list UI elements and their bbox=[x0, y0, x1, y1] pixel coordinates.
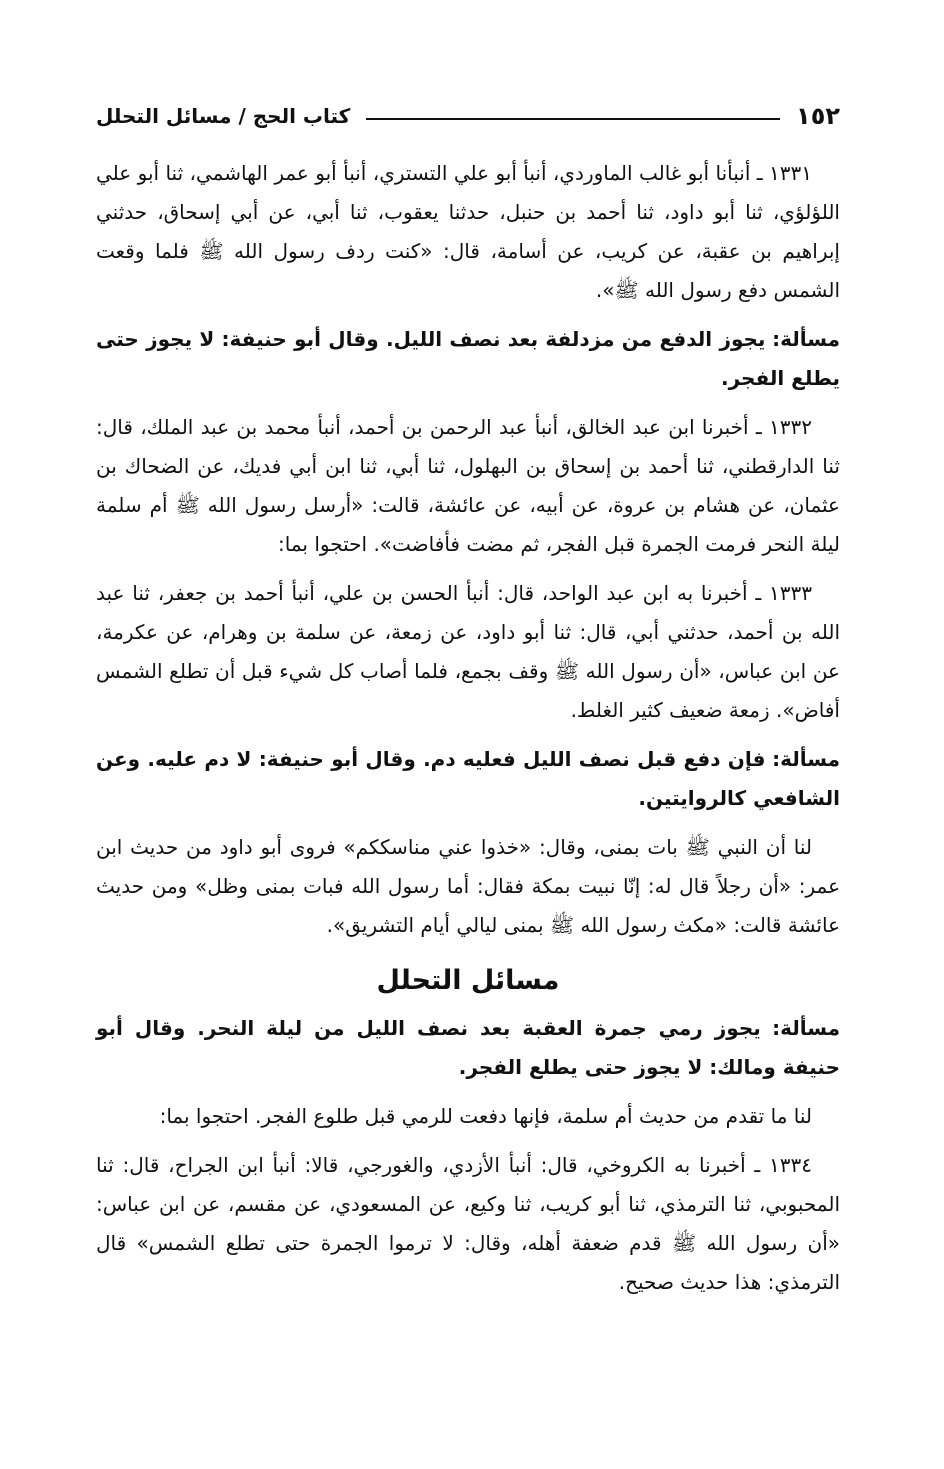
masala-text: يجوز الدفع من مزدلفة بعد نصف الليل. وقال أبو حنيفة: لا يجوز حتى يطلع الفجر. bbox=[96, 327, 840, 390]
masala-2 bbox=[96, 740, 840, 818]
argument-paragraph-1: لنا أن النبي ﷺ بات بمنى، وقال: «خذوا عني مناسككم» فروى أبو داود من حديث ابن عمر: «أن رجلاً قال له: إنّا نبيت بمكة فقال: أما رسول الله فبات بمنى وظل» ومن حديث عائشة قالت: «مكث رسول الله ﷺ بمنى ليالي أيام التشريق». bbox=[96, 835, 840, 937]
hadith-1334: ١٣٣٤ ـ أخبرنا به الكروخي، قال: أنبأ الأزدي، والغورجي، قالا: أنبأ ابن الجراح، قال: ثنا المحبوبي، ثنا الترمذي، ثنا أبو كريب، ثنا وكيع، عن المسعودي، عن مقسم، عن ابن عباس: «أن رسول الله ﷺ قدم ضعفة أهله، وقال: لا ترموا الجمرة حتى تطلع الشمس» قال الترمذي: هذا حديث صحيح. bbox=[96, 1153, 840, 1294]
hadith-1332: ١٣٣٢ ـ أخبرنا ابن عبد الخالق، أنبأ عبد الرحمن بن أحمد، أنبأ محمد بن عبد الملك، قال: ثنا الدارقطني، ثنا أحمد بن إسحاق بن البهلول، ثنا أبي، ثنا ابن أبي فديك، عن الضحاك بن عثمان، عن هشام بن عروة، عن أبيه، عن عائشة، قالت: «أرسل رسول الله ﷺ أم سلمة ليلة النحر فرمت الجمرة قبل الفجر، ثم مضت فأفاضت». احتجوا بما: bbox=[96, 415, 840, 556]
hadith-1333: ١٣٣٣ ـ أخبرنا به ابن عبد الواحد، قال: أنبأ الحسن بن علي، أنبأ أحمد بن جعفر، ثنا عبد الله بن أحمد، حدثني أبي، قال: ثنا أبو داود، عن زمعة، عن سلمة بن وهرام، عن عكرمة، عن ابن عباس، «أن رسول الله ﷺ وقف بجمع، فلما أصاب كل شيء قبل أن تطلع الشمس أفاض». زمعة ضعيف كثير الغلط. bbox=[96, 581, 840, 722]
hadith-1331: ١٣٣١ ـ أنبأنا أبو غالب الماوردي، أنبأ أبو علي التستري، أنبأ أبو عمر الهاشمي، ثنا أبو علي اللؤلؤي، ثنا أبو داود، ثنا أحمد بن حنبل، حدثنا يعقوب، ثنا أبي، عن أبي إسحاق، حدثني إبراهيم بن عقبة، عن كريب، عن أسامة، قال: «كنت ردف رسول الله ﷺ فلما وقعت الشمس دفع رسول الله ﷺ». bbox=[96, 161, 840, 302]
header-rule bbox=[366, 118, 780, 120]
masala-3 bbox=[96, 1009, 840, 1087]
masala-label: مسألة: bbox=[772, 327, 840, 351]
page-number: ١٥٢ bbox=[796, 102, 840, 130]
argument-paragraph-2: لنا ما تقدم من حديث أم سلمة، فإنها دفعت للرمي قبل طلوع الفجر. احتجوا بما: bbox=[159, 1104, 812, 1128]
masala-1 bbox=[96, 320, 840, 398]
section-heading: مسائل التحلل bbox=[376, 965, 560, 996]
masala-label: مسألة: bbox=[772, 747, 841, 771]
masala-text: فإن دفع قبل نصف الليل فعليه دم. وقال أبو حنيفة: لا دم عليه. وعن الشافعي كالروايتين. bbox=[96, 747, 840, 810]
running-title: كتاب الحج / مسائل التحلل bbox=[96, 104, 351, 128]
running-header bbox=[96, 96, 840, 136]
masala-text: يجوز رمي جمرة العقبة بعد نصف الليل من ليلة النحر. وقال أبو حنيفة ومالك: لا يجوز حتى يطلع الفجر. bbox=[96, 1016, 840, 1079]
masala-label: مسألة: bbox=[772, 1016, 841, 1040]
